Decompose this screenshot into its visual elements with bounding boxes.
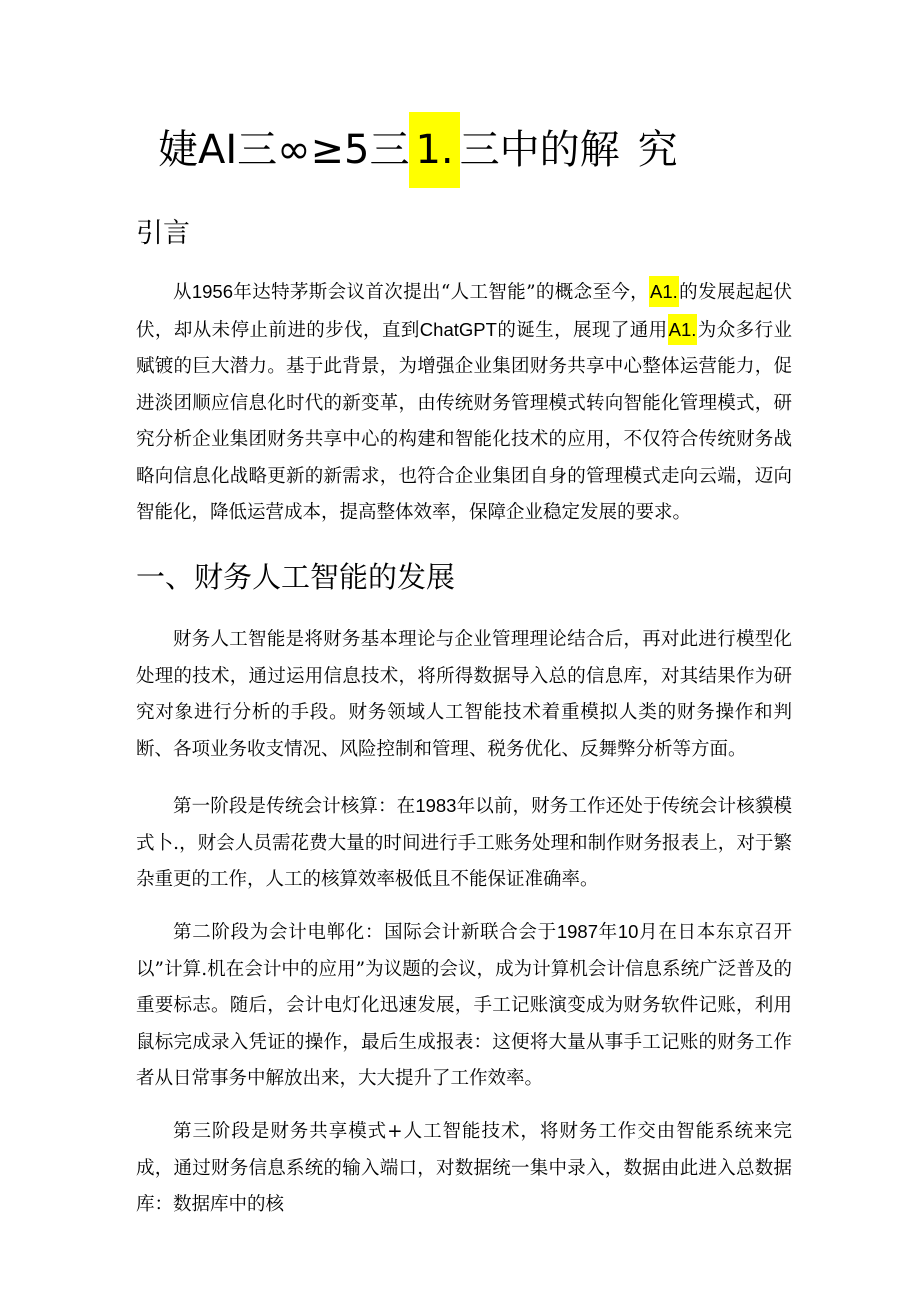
text-run: 年达特茅斯会议首次提出“人工智能”的概念至今， (233, 282, 650, 303)
title-part2: 三中的解 (459, 127, 620, 173)
text-run: 的诞生，展现了通用 (496, 319, 668, 341)
highlight-ai-2: A1. (668, 314, 698, 345)
title-part3: 究 (637, 127, 678, 173)
year-1987: 1987 (556, 921, 598, 942)
intro-paragraph (136, 274, 792, 532)
text-run: 为众多行业赋镀的巨大潜力。基于此背景，为增强企业集团财务共享中心整体运营能力，促进淡团顺应信息化时代的新变革，由传统财务管理模式转向智能化管理模式，研究分析企业集团财务共享中心的构建和智能化技术的应用，不仅符合传统财务战略向信息化战略更新的新需求，也符合企业集团自身的管理模式走向云端，迈向智能化，降低运营成本，提高整体效率，保障企业稳定发展的要求。 (136, 319, 792, 523)
title-part1: 婕AI三∞≥5三 (158, 127, 410, 173)
section-paragraph-2 (136, 788, 792, 899)
intro-heading: 引言 (136, 218, 190, 249)
highlight-ai-1: A1. (649, 276, 679, 307)
title-highlight: 1. (409, 112, 459, 188)
text-run: 年 (597, 922, 618, 943)
text-run: 月在日本东京召开以”计算.机在会计中的应用”为议题的会议，成为计算机会计信息系统广泛普及的重要标志。随后，会计电灯化迅速发展，手工记账演变成为财务软件记账，利用鼠标完成录入凭证的操作，最后生成报表：这便将大量从事手工记账的财务工作者从日常事务中解放出来，大大提升了工作效率。 (136, 922, 792, 1089)
month-10: 10 (617, 921, 639, 942)
document-title (158, 112, 678, 188)
text-run: 第一阶段是传统会计核算：在 (173, 796, 416, 817)
section-heading: 一、财务人工智能的发展 (136, 560, 456, 594)
text-run: 年以前，财务工作还处于传统会计核貘模式卜.，财会人员需花费大量的时间进行手工账务处理和制作财务报表上，对于繁杂重更的工作，人工的核算效率极低且不能保证准确率。 (136, 796, 792, 890)
year-1983: 1983 (415, 795, 457, 816)
text-run: 从 (173, 282, 192, 303)
section-paragraph-1: 财务人工智能是将财务基本理论与企业管理理论结合后，再对此进行模型化处理的技术，通过运用信息技术，将所得数据导入总的信息库，对其结果作为研究对象进行分析的手段。财务领域人工智能技术着重模拟人类的财务操作和判断、各项业务收支情况、风险控制和管理、税务优化、反舞弊分析等方面。 (136, 629, 792, 760)
text-run: 的发展起起伏伏，却从未停止前进的步伐，直到 (136, 282, 792, 341)
text-run: 第二阶段为会计电郸化：国际会计新联合会于 (173, 922, 557, 943)
section-paragraph-3 (136, 914, 792, 1098)
chatgpt-term: ChatGPT (419, 318, 497, 340)
year-1956: 1956 (191, 281, 234, 302)
section-paragraph-4: 第三阶段是财务共享模式+人工智能技术，将财务工作交由智能系统来完成，通过财务信息系统的输入端口，对数据统一集中录入，数据由此进入总数据库：数据库中的核 (136, 1121, 792, 1215)
